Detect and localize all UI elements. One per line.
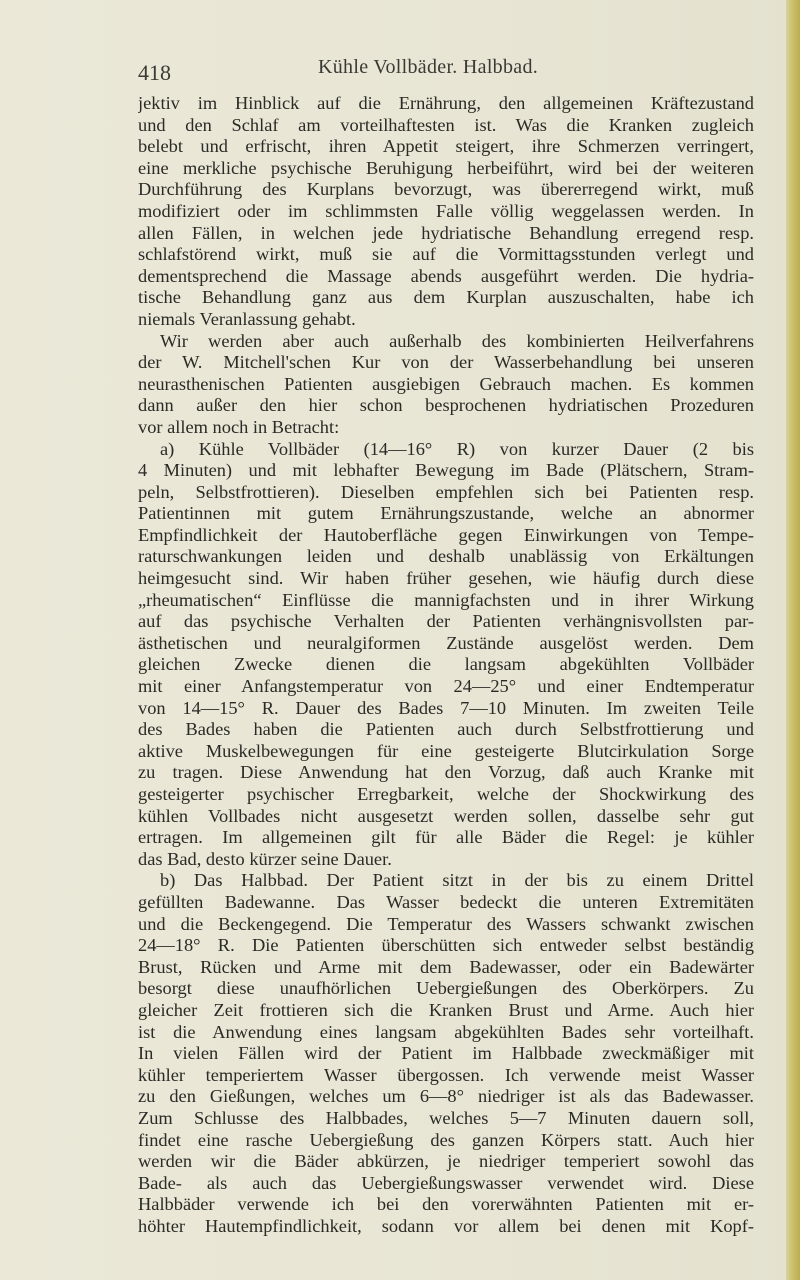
text-line: ästhetischen und neuralgiformen Zustände ausgelöst werden. Dem <box>138 632 754 653</box>
text-line: heimgesucht sind. Wir haben früher gesehen, wie häufig durch diese <box>138 568 754 589</box>
text-line: gleichen Zwecke dienen die langsam abgekühlten Vollbäder <box>138 654 754 675</box>
text-line: gleicher Zeit frottieren sich die Kranken Brust und Arme. Auch hier <box>138 999 754 1020</box>
text-line: zu den Gießungen, welches um 6—8° niedriger ist als das Badewasser. <box>138 1086 754 1107</box>
text-line: schlafstörend wirkt, muß sie auf die Vormittagsstunden verlegt und <box>138 244 754 265</box>
text-line: gesteigerter psychischer Erregbarkeit, welche der Shockwirkung des <box>138 784 754 804</box>
text-line: das Bad, desto kürzer seine Dauer. <box>138 848 392 869</box>
text-line: Empfindlichkeit der Hautoberfläche gegen Einwirkungen von Tempe- <box>138 524 754 545</box>
text-line: Patientinnen mit gutem Ernährungszustande, welche an abnormer <box>138 503 754 524</box>
text-line: Brust, Rücken und Arme mit dem Badewasser, oder ein Badewärter <box>138 956 754 977</box>
text-line: „rheumatischen“ Einflüsse die mannigfachsten und in ihrer Wirkung <box>138 589 754 610</box>
text-line: höhter Hautempfindlichkeit, sodann vor allem bei denen mit Kopf- <box>138 1215 754 1236</box>
text-line: und die Beckengegend. Die Temperatur des Wassers schwankt zwischen <box>138 913 754 934</box>
text-line: allen Fällen, in welchen jede hydriatische Behandlung erregend resp. <box>138 222 754 243</box>
text-line: jektiv im Hinblick auf die Ernährung, den allgemeinen Kräftezustand <box>138 93 754 113</box>
body-text <box>138 93 754 1237</box>
text-line: gefüllten Badewanne. Das Wasser bedeckt die unteren Extremitäten <box>138 891 754 912</box>
text-line: In vielen Fällen wird der Patient im Halbbade zweckmäßiger mit <box>138 1043 754 1064</box>
text-line: eine merkliche psychische Beruhigung herbeiführt, wird bei der weiteren <box>138 157 754 178</box>
text-line: vor allem noch in Betracht: <box>138 416 340 437</box>
text-line: a) Kühle Vollbäder (14—16° R) von kurzer Dauer (2 bis <box>160 438 754 459</box>
text-line: Durchführung des Kurplans bevorzugt, was übererregend wirkt, muß <box>138 179 754 200</box>
text-line: Zum Schlusse des Halbbades, welches 5—7 Minuten dauern soll, <box>138 1107 754 1128</box>
text-line: b) Das Halbbad. Der Patient sitzt in der bis zu einem Drittel <box>160 870 754 891</box>
text-line: raturschwankungen leiden und deshalb unablässig von Erkältungen <box>138 546 754 567</box>
text-line: Halbbäder verwende ich bei den vorerwähnten Patienten mit er- <box>138 1194 754 1215</box>
text-line: auf das psychische Verhalten der Patienten verhängnisvollsten par- <box>138 611 754 632</box>
text-line: der W. Mitchell'schen Kur von der Wasserbehandlung bei unseren <box>138 352 754 373</box>
text-line: modifiziert oder im schlimmsten Falle völlig weggelassen werden. In <box>138 200 754 221</box>
text-line: mit einer Anfangstemperatur von 24—25° und einer Endtemperatur <box>138 676 754 697</box>
text-line: peln, Selbstfrottieren). Dieselben empfehlen sich bei Patienten resp. <box>138 481 754 502</box>
text-line: Bade- als auch das Uebergießungswasser verwendet wird. Diese <box>138 1172 754 1193</box>
text-line: findet eine rasche Uebergießung des ganzen Körpers statt. Auch hier <box>138 1129 754 1150</box>
text-line: ist die Anwendung eines langsam abgekühlten Bades sehr vorteilhaft. <box>138 1021 754 1042</box>
text-line: 4 Minuten) und mit lebhafter Bewegung im Bade (Plätschern, Stram- <box>138 460 754 481</box>
running-title: Kühle Vollbäder. Halbbad. <box>318 56 539 78</box>
page-header <box>138 50 758 90</box>
text-line: aktive Muskelbewegungen für eine gesteigerte Blutcirkulation Sorge <box>138 740 754 761</box>
text-line: kühlen Vollbades nicht ausgesetzt werden sollen, dasselbe sehr gut <box>138 805 754 826</box>
text-line: zu tragen. Diese Anwendung hat den Vorzug, daß auch Kranke mit <box>138 762 754 783</box>
text-line: Wir werden aber auch außerhalb des kombinierten Heilverfahrens <box>160 330 754 351</box>
text-line: tische Behandlung ganz aus dem Kurplan auszuschalten, habe ich <box>138 287 754 308</box>
page-number: 418 <box>138 60 171 85</box>
text-line: werden wir die Bäder abkürzen, je niedriger temperiert sowohl das <box>138 1151 754 1172</box>
text-line: neurasthenischen Patienten ausgiebigen Gebrauch machen. Es kommen <box>138 373 754 394</box>
text-line: dann außer den hier schon besprochenen hydriatischen Prozeduren <box>138 395 754 416</box>
text-line: 24—18° R. Die Patienten überschütten sich entweder selbst beständig <box>138 935 754 956</box>
text-line: von 14—15° R. Dauer des Bades 7—10 Minuten. Im zweiten Teile <box>138 697 754 718</box>
text-line: besorgt diese unaufhörlichen Uebergießungen des Oberkörpers. Zu <box>138 978 754 999</box>
text-line: niemals Veranlassung gehabt. <box>138 308 356 329</box>
text-line: dementsprechend die Massage abends ausgeführt werden. Die hydria- <box>138 265 754 286</box>
text-line: belebt und erfrischt, ihren Appetit steigert, ihre Schmerzen verringert, <box>138 136 754 157</box>
text-line: ertragen. Im allgemeinen gilt für alle Bäder die Regel: je kühler <box>138 827 754 848</box>
text-line: des Bades haben die Patienten auch durch Selbstfrottierung und <box>138 719 754 740</box>
page-edge <box>786 0 800 1280</box>
text-line: kühler temperiertem Wasser übergossen. Ich verwende meist Wasser <box>138 1064 754 1085</box>
text-line: und den Schlaf am vorteilhaftesten ist. Was die Kranken zugleich <box>138 114 754 135</box>
